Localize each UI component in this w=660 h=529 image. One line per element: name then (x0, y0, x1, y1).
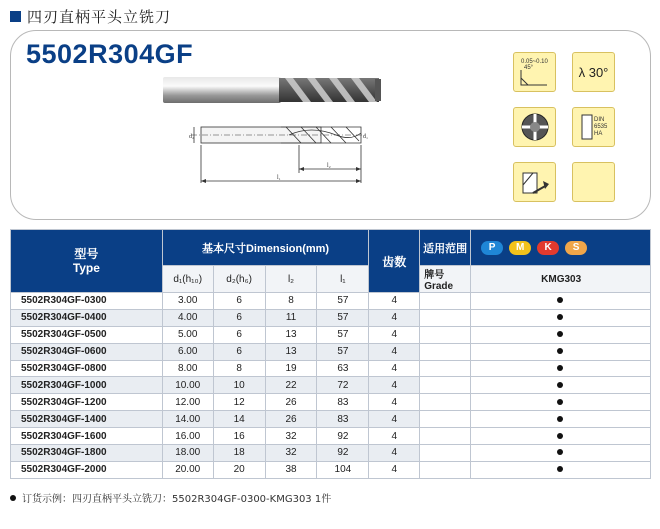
spec-table (10, 229, 651, 479)
row-d2: 12 (213, 394, 265, 411)
table-row (11, 360, 651, 377)
order-example (10, 490, 331, 505)
available-dot-icon (557, 297, 563, 303)
row-grade-availability (471, 326, 651, 343)
material-badges (471, 230, 651, 266)
table-row (11, 326, 651, 343)
helix-angle-text: λ 30° (578, 64, 609, 80)
type-header-en: Type (72, 261, 100, 275)
row-d2: 18 (213, 445, 265, 462)
helix-angle-icon (572, 52, 615, 92)
row-l1: 63 (317, 360, 369, 377)
material-badge-k: K (537, 241, 559, 255)
available-dot-icon (557, 416, 563, 422)
row-code: 5502R304GF-2000 (11, 461, 163, 478)
row-d2: 10 (213, 377, 265, 394)
row-flutes: 4 (369, 293, 420, 310)
available-dot-icon (557, 331, 563, 337)
technical-drawing (161, 121, 381, 193)
din-line2: 6535 (593, 124, 607, 130)
bullet-icon (10, 495, 16, 501)
application-header: 适用范围 (420, 230, 471, 266)
row-code: 5502R304GF-1000 (11, 377, 163, 394)
row-code: 5502R304GF-1800 (11, 445, 163, 462)
row-l2: 13 (265, 326, 317, 343)
material-badge-s: S (565, 241, 587, 255)
row-l1: 83 (317, 394, 369, 411)
type-header-cn: 型号 (74, 247, 99, 261)
cutting-direction-icon (513, 162, 556, 202)
col-d2: d₂(h₆) (213, 266, 265, 293)
row-d1: 10.00 (162, 377, 213, 394)
section-title: 四刃直柄平头立铣刀 (27, 7, 172, 26)
header-square-icon (10, 11, 21, 22)
row-d2: 14 (213, 411, 265, 428)
row-l2: 32 (265, 445, 317, 462)
row-l2: 26 (265, 411, 317, 428)
row-l2: 38 (265, 461, 317, 478)
row-l2: 26 (265, 394, 317, 411)
row-l2: 11 (265, 309, 317, 326)
row-d1: 6.00 (162, 343, 213, 360)
row-grade-spacer (420, 309, 471, 326)
row-grade-availability (471, 394, 651, 411)
row-grade-spacer (420, 411, 471, 428)
row-code: 5502R304GF-1400 (11, 411, 163, 428)
row-grade-availability (471, 428, 651, 445)
table-row (11, 309, 651, 326)
row-l1: 57 (317, 309, 369, 326)
section-header (10, 5, 171, 27)
l1-label: l₁ (277, 175, 281, 181)
chamfer-angle: 45° (523, 65, 533, 71)
row-grade-availability (471, 360, 651, 377)
table-row (11, 377, 651, 394)
col-l2: l₂ (265, 266, 317, 293)
row-grade-availability (471, 293, 651, 310)
row-flutes: 4 (369, 445, 420, 462)
row-flutes: 4 (369, 343, 420, 360)
din-line1: DIN (593, 117, 604, 123)
row-grade-spacer (420, 461, 471, 478)
product-card (10, 30, 651, 220)
row-l2: 22 (265, 377, 317, 394)
blank-icon (572, 162, 615, 202)
row-code: 5502R304GF-1600 (11, 428, 163, 445)
row-d2: 16 (213, 428, 265, 445)
row-d1: 12.00 (162, 394, 213, 411)
row-flutes: 4 (369, 461, 420, 478)
d2-label: d₂ (189, 134, 195, 140)
row-grade-availability (471, 343, 651, 360)
row-grade-spacer (420, 394, 471, 411)
row-grade-spacer (420, 445, 471, 462)
row-d1: 3.00 (162, 293, 213, 310)
row-grade-spacer (420, 377, 471, 394)
row-flutes: 4 (369, 309, 420, 326)
row-grade-spacer (420, 360, 471, 377)
row-flutes: 4 (369, 394, 420, 411)
row-d1: 8.00 (162, 360, 213, 377)
chamfer-text: 0.05~0.10 (520, 59, 548, 65)
chamfer-icon (513, 52, 556, 92)
product-model: 5502R304GF (26, 39, 194, 69)
row-d2: 20 (213, 461, 265, 478)
row-d2: 6 (213, 343, 265, 360)
available-dot-icon (557, 399, 563, 405)
row-grade-spacer (420, 343, 471, 360)
flutes-header: 齿数 (369, 230, 420, 293)
row-grade-availability (471, 309, 651, 326)
dimension-header: 基本尺寸Dimension(mm) (162, 230, 369, 266)
type-header (11, 230, 163, 293)
row-l1: 92 (317, 445, 369, 462)
row-code: 5502R304GF-0500 (11, 326, 163, 343)
table-row (11, 461, 651, 478)
available-dot-icon (557, 348, 563, 354)
row-grade-availability (471, 445, 651, 462)
row-grade-availability (471, 377, 651, 394)
four-flute-icon (513, 107, 556, 147)
row-l1: 83 (317, 411, 369, 428)
d1-label: d₁ (363, 134, 369, 140)
table-row (11, 394, 651, 411)
col-l1: l₁ (317, 266, 369, 293)
grade-header: 牌号Grade (420, 266, 471, 293)
table-row (11, 445, 651, 462)
row-flutes: 4 (369, 428, 420, 445)
row-l2: 32 (265, 428, 317, 445)
end-mill-photo (161, 73, 383, 107)
available-dot-icon (557, 365, 563, 371)
row-code: 5502R304GF-0800 (11, 360, 163, 377)
row-d2: 6 (213, 309, 265, 326)
row-l1: 72 (317, 377, 369, 394)
available-dot-icon (557, 382, 563, 388)
din-line3: HA (593, 131, 602, 137)
row-l1: 57 (317, 326, 369, 343)
row-code: 5502R304GF-0300 (11, 293, 163, 310)
row-l2: 19 (265, 360, 317, 377)
material-badge-p: P (481, 241, 503, 255)
grade-name: KMG303 (471, 266, 651, 293)
row-l1: 104 (317, 461, 369, 478)
table-row (11, 428, 651, 445)
col-d1: d₁(h₁₀) (162, 266, 213, 293)
row-l2: 13 (265, 343, 317, 360)
row-grade-spacer (420, 428, 471, 445)
row-l2: 8 (265, 293, 317, 310)
row-l1: 92 (317, 428, 369, 445)
row-d2: 8 (213, 360, 265, 377)
row-d1: 20.00 (162, 461, 213, 478)
row-grade-availability (471, 411, 651, 428)
row-d1: 14.00 (162, 411, 213, 428)
row-code: 5502R304GF-0400 (11, 309, 163, 326)
row-l1: 57 (317, 293, 369, 310)
row-flutes: 4 (369, 326, 420, 343)
table-row (11, 411, 651, 428)
table-row (11, 293, 651, 310)
row-d1: 16.00 (162, 428, 213, 445)
row-code: 5502R304GF-0600 (11, 343, 163, 360)
row-d2: 6 (213, 326, 265, 343)
row-d2: 6 (213, 293, 265, 310)
row-flutes: 4 (369, 360, 420, 377)
material-badge-m: M (509, 241, 531, 255)
l2-label: l₂ (327, 163, 331, 169)
row-code: 5502R304GF-1200 (11, 394, 163, 411)
row-grade-availability (471, 461, 651, 478)
available-dot-icon (557, 433, 563, 439)
available-dot-icon (557, 466, 563, 472)
row-l1: 57 (317, 343, 369, 360)
row-d1: 4.00 (162, 309, 213, 326)
available-dot-icon (557, 314, 563, 320)
row-flutes: 4 (369, 411, 420, 428)
row-flutes: 4 (369, 377, 420, 394)
row-grade-spacer (420, 326, 471, 343)
row-grade-spacer (420, 293, 471, 310)
order-example-text: 订货示例：四刃直柄平头立铣刀：5502R304GF-0300-KMG303 1件 (22, 494, 332, 505)
row-d1: 5.00 (162, 326, 213, 343)
row-d1: 18.00 (162, 445, 213, 462)
available-dot-icon (557, 449, 563, 455)
din-standard-icon (572, 107, 615, 147)
table-row (11, 343, 651, 360)
